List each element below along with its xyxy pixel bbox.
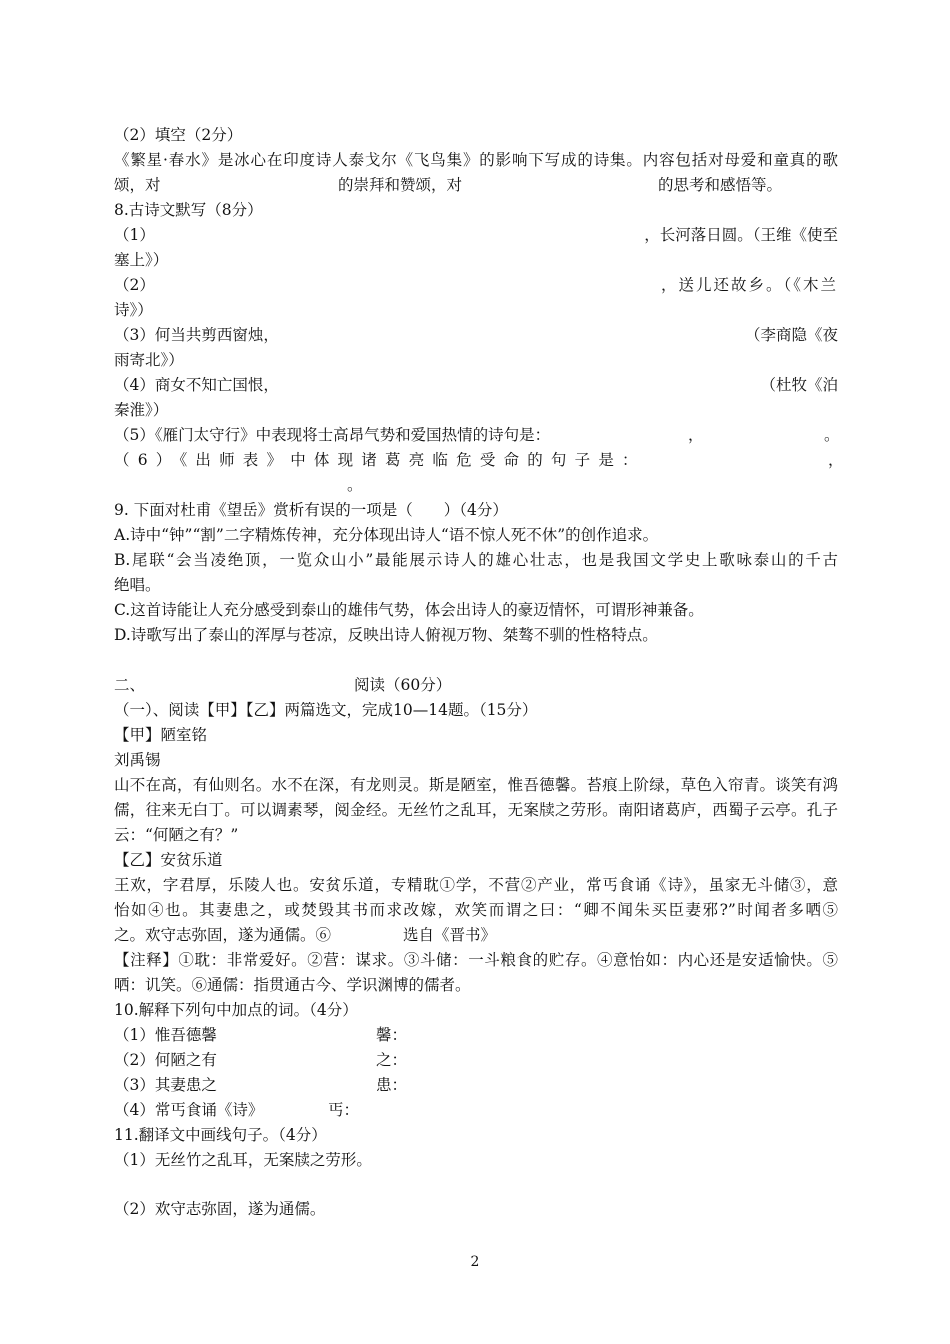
q9-option-a: A.诗中“钟”“割”二字精炼传神，充分体现出诗人“语不惊人死不休”的创作追求。 [114,526,659,544]
q8-item-5-text: （5）《雁门太守行》中表现将士高昂气势和爱国热情的诗句是： [114,426,551,444]
yi-title: 【乙】安贫乐道 [114,851,223,869]
notes-line1: 【注释】①耽：非常爱好。②营：谋求。③斗储：一斗粮食的贮存。④意怡如：内心还是安适愉快。⑤ [114,951,838,969]
yi-last-a: 之。欢守志弥固，遂为通儒。⑥ [114,926,332,944]
q10-item-4 [114,1098,838,1123]
q8-item-2-cont: 诗》） [114,301,153,319]
q9-option-b-line2: 绝唱。 [114,576,161,594]
section2-title: 阅读（60分） [354,676,452,694]
q8-item-4-cont: 秦淮》） [114,401,169,419]
q8-item-6-comma: ， [828,451,844,469]
q10-item-1 [114,1023,838,1048]
q7-sub2-title: （2）填空（2分） [114,126,243,144]
yi-text-line3 [114,923,838,948]
section2-heading [114,673,838,698]
q11-item-1: （1）无丝竹之乱耳，无案牍之劳形。 [114,1151,372,1169]
q10-item-4-sentence: （4）常丐食诵《诗》 [114,1101,264,1119]
q10-item-2-sentence: （2）何陋之有 [114,1051,217,1069]
q8-item-4-left: （4）商女不知亡国恨， [114,376,279,394]
q8-item-3-right: （李商隐《夜 [744,326,838,344]
q8-item-4 [114,373,838,398]
notes-line2: 哂：讥笑。⑥通儒：指贯通古今、学识渊博的儒者。 [114,976,471,994]
q8-item-5 [114,423,838,448]
q10-item-2 [114,1048,838,1073]
q7-line2-c: 的思考和感悟等。 [658,176,783,194]
q8-item-2-left: （2） [114,276,155,294]
q7-line2 [114,173,838,198]
q10-item-1-sentence: （1）惟吾德馨 [114,1026,217,1044]
q8-title: 8.古诗文默写（8分） [114,201,263,219]
q10-title: 10.解释下列句中加点的词。（4分） [114,1001,358,1019]
q10-item-1-word: 馨： [376,1026,408,1044]
q11-item-2: （2）欢守志弥固，遂为通儒。 [114,1200,326,1218]
section2-num: 二、 [114,676,146,694]
q8-item-2-right: ，送儿还故乡。（《木兰 [660,276,838,294]
q8-item-5-period: 。 [824,426,840,444]
q10-item-2-word: 之： [376,1051,408,1069]
q9-title: 9. 下面对杜甫《望岳》赏析有误的一项是（ ）（4分） [114,501,508,519]
q8-item-3-left: （3）何当共剪西窗烛， [114,326,279,344]
jia-text-line2: 儒，往来无白丁。可以调素琴，阅金经。无丝竹之乱耳，无案牍之劳形。南阳诸葛庐，西蜀子云亭。孔子 [114,801,838,819]
q8-item-1-right: ，长河落日圆。（王维《使至 [644,226,838,244]
q10-item-4-word: 丐： [328,1101,360,1119]
yi-text-line2: 怡如④也。其妻患之，或焚毁其书而求改嫁，欢笑而谓之曰：“卿不闻朱买臣妻邪?”时闻者多哂⑤ [114,901,838,919]
q8-item-1 [114,223,838,248]
yi-source: 选自《晋书》 [403,926,497,944]
q8-item-1-cont: 塞上》） [114,251,169,269]
q7-line1: 《繁星·春水》是冰心在印度诗人泰戈尔《飞鸟集》的影响下写成的诗集。内容包括对母爱和童真的歌 [114,151,838,169]
q8-item-2 [114,273,838,298]
q10-item-3-word: 患： [376,1076,408,1094]
jia-author: 刘禹锡 [114,751,161,769]
jia-title: 【甲】陋室铭 [114,726,208,744]
q7-line2-a: 颂，对 [114,176,161,194]
section2-part1: （一）、阅读【甲】【乙】两篇选文，完成10—14题。（15分） [114,701,538,719]
q7-line2-b: 的崇拜和赞颂，对 [338,176,463,194]
jia-text-line1: 山不在高，有仙则名。水不在深，有龙则灵。斯是陋室，惟吾德馨。苔痕上阶绿，草色入帘青。谈笑有鸿 [114,776,838,794]
q11-title: 11.翻译文中画线句子。（4分） [114,1126,327,1144]
q8-item-6 [114,448,844,473]
q9-option-c: C.这首诗能让人充分感受到泰山的雄伟气势，体会出诗人的豪迈情怀，可谓形神兼备。 [114,601,704,619]
q10-item-3 [114,1073,838,1098]
q8-item-6-text: （6）《出师表》中体现诸葛亮临危受命的句子是： [114,451,646,469]
q8-item-1-left: （1） [114,226,155,244]
q8-item-5-comma: ， [688,426,704,444]
q9-option-b-line1: B.尾联“会当凌绝顶，一览众山小”最能展示诗人的雄心壮志，也是我国文学史上歌咏泰山的千古 [114,551,838,569]
q10-item-3-sentence: （3）其妻患之 [114,1076,217,1094]
q8-item-4-right: （杜牧《泊 [760,376,838,394]
jia-text-line3: 云：“何陋之有？” [114,826,239,844]
q8-item-3 [114,323,838,348]
q8-item-3-cont: 雨寄北》） [114,351,184,369]
q8-item-6-period: 。 [347,476,363,494]
q9-option-d: D.诗歌写出了泰山的浑厚与苍凉，反映出诗人俯视万物、桀骜不驯的性格特点。 [114,626,658,644]
q8-item-6-end [114,473,838,498]
yi-text-line1: 王欢，字君厚，乐陵人也。安贫乐道，专精耽①学，不营②产业，常丐食诵《诗》，虽家无斗储③，意 [114,876,838,894]
page-number: 2 [470,1254,480,1270]
